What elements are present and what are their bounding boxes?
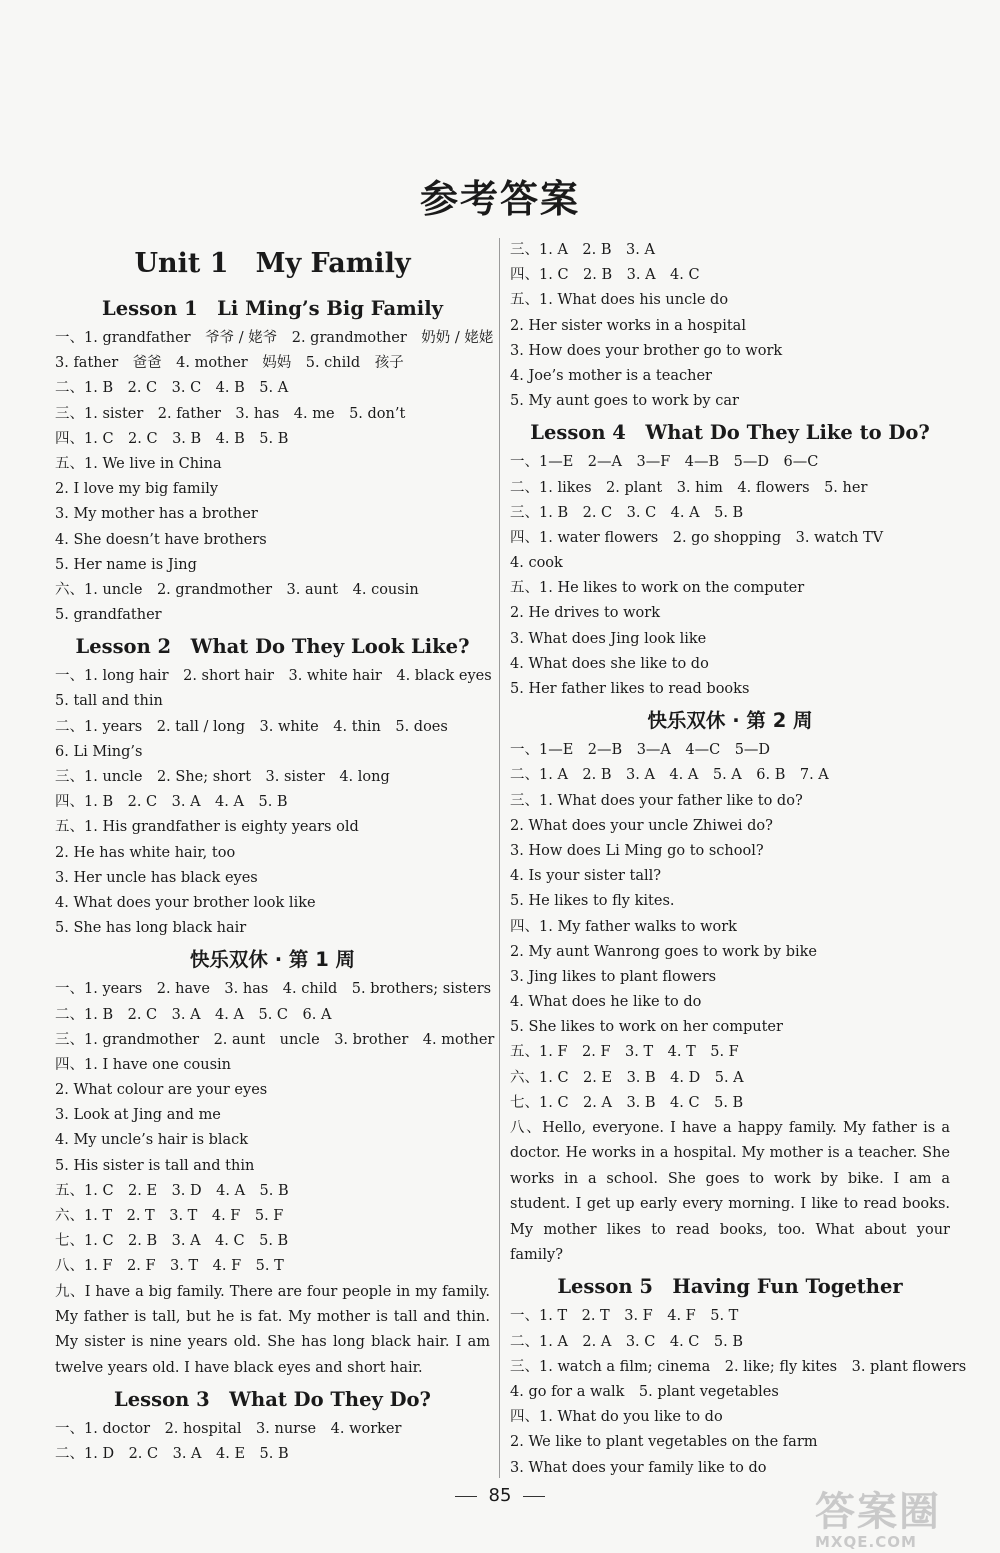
answer-line: 4. What does he like to do [510, 994, 702, 1011]
answer-line: 四、1. B 2. C 3. A 4. A 5. B [55, 794, 288, 811]
answer-line: 5. Her father likes to read books [510, 681, 750, 697]
answer-line: 4. What does she like to do [510, 655, 709, 672]
answer-line: 二、1. B 2. C 3. C 4. B 5. A [55, 380, 289, 397]
answer-line: 5. Her name is Jing [55, 556, 197, 573]
week-1-answers [55, 977, 495, 1279]
answer-line: 五、1. C 2. E 3. D 4. A 5. B [55, 1182, 289, 1199]
lesson-4-title: Lesson 4 What Do They Like to Do? [530, 421, 930, 445]
answer-line: 5. tall and thin [55, 693, 163, 710]
lesson-2-title: Lesson 2 What Do They Look Like? [75, 635, 470, 659]
right-column [510, 238, 967, 1481]
answer-line: 5. His sister is tall and thin [55, 1157, 255, 1174]
answer-line: 六、1. C 2. E 3. B 4. D 5. A [510, 1069, 744, 1086]
week-2-essay: 八、Hello, everyone. I have a happy family. My father is a doctor. He works in a hospital. My mother is a teacher. She works in a school. She goes to work by bike. I am a student. I get up early every morning. I like to read books. My mother likes to read books, too. What about your family? [510, 1120, 950, 1264]
lesson-4-answers [510, 450, 950, 702]
lesson-3-answers-continued [510, 238, 950, 414]
answer-line: 5. My aunt goes to work by car [510, 393, 739, 410]
page-number-dash-left [455, 1496, 477, 1497]
week-2-answers [510, 738, 950, 1116]
answer-line: 七、1. C 2. A 3. B 4. C 5. B [510, 1094, 744, 1111]
answer-line: 三、1. sister 2. father 3. has 4. me 5. don’t [55, 405, 406, 422]
answer-line: 3. What does Jing look like [510, 630, 707, 647]
answer-line: 五、1. What does his uncle do [510, 292, 729, 309]
answer-line: 一、1—E 2—B 3—A 4—C 5—D [510, 742, 771, 759]
unit-title: Unit 1 My Family [134, 248, 411, 279]
answer-line: 二、1. D 2. C 3. A 4. E 5. B [55, 1446, 289, 1463]
answer-line: 2. What colour are your eyes [55, 1082, 268, 1099]
answer-line: 一、1. grandfather 爷爷 / 姥爷 2. grandmother 奶奶 / 姥姥 [55, 330, 494, 346]
answer-line: 4. cook [510, 555, 563, 572]
answer-line: 4. My uncle’s hair is black [55, 1132, 249, 1149]
answer-line: 六、1. uncle 2. grandmother 3. aunt 4. cousin [55, 581, 419, 598]
answer-line: 五、1. He likes to work on the computer [510, 580, 805, 597]
lesson-3-answers [55, 1417, 490, 1467]
watermark-logo-text: 答案圈 [815, 1489, 941, 1535]
answer-line: 五、1. We live in China [55, 455, 222, 472]
answer-line: 3. father 爸爸 4. mother 妈妈 5. child 孩子 [55, 355, 404, 372]
answer-line: 一、1. T 2. T 3. F 4. F 5. T [510, 1308, 739, 1325]
answer-line: 4. Joe’s mother is a teacher [510, 367, 712, 384]
answer-line: 四、1. What do you like to do [510, 1409, 723, 1426]
watermark-logo [815, 1480, 985, 1550]
answer-line: 三、1. What does your father like to do? [510, 792, 803, 809]
column-divider [499, 238, 500, 1478]
watermark-url: MXQE.COM [815, 1533, 917, 1551]
answer-line: 三、1. A 2. B 3. A [510, 242, 655, 258]
lesson-1-answers [55, 326, 494, 628]
answer-line: 五、1. His grandfather is eighty years old [55, 819, 359, 836]
answer-line: 一、1. years 2. have 3. has 4. child 5. brothers; sisters [55, 981, 492, 998]
answer-line: 3. My mother has a brother [55, 506, 258, 523]
answer-line: 四、1. My father walks to work [510, 918, 737, 935]
answer-line: 二、1. B 2. C 3. A 4. A 5. C 6. A [55, 1006, 332, 1023]
answer-line: 三、1. watch a film; cinema 2. like; fly kites 3. plant flowers [510, 1358, 967, 1375]
answer-line: 5. He likes to fly kites. [510, 893, 675, 910]
answer-line: 三、1. uncle 2. She; short 3. sister 4. long [55, 769, 390, 785]
left-column [55, 238, 495, 1468]
answer-line: 一、1. long hair 2. short hair 3. white hair 4. black eyes [55, 668, 492, 685]
answer-line: 5. She likes to work on her computer [510, 1019, 783, 1036]
answer-line: 4. go for a walk 5. plant vegetables [510, 1384, 779, 1400]
answer-line: 3. How does Li Ming go to school? [510, 842, 764, 859]
answer-line: 4. What does your brother look like [55, 894, 316, 911]
answer-line: 四、1. water flowers 2. go shopping 3. watch TV [510, 529, 884, 546]
answer-line: 5. She has long black hair [55, 920, 247, 937]
answer-line: 2. He has white hair, too [55, 844, 236, 861]
answer-line: 二、1. likes 2. plant 3. him 4. flowers 5. her [510, 479, 868, 496]
answer-line: 6. Li Ming’s [55, 743, 143, 760]
lesson-5-answers [510, 1304, 967, 1480]
page-number-dash-right [523, 1496, 545, 1497]
answer-line: 四、1. C 2. B 3. A 4. C [510, 267, 700, 284]
week-1-title: 快乐双休 · 第 1 周 [189, 948, 356, 972]
answer-line: 4. Is your sister tall? [510, 868, 662, 885]
answer-line: 2. I love my big family [55, 481, 219, 498]
answer-line: 3. What does your family like to do [510, 1459, 767, 1476]
answer-line: 2. We like to plant vegetables on the farm [510, 1434, 818, 1451]
answer-line: 二、1. A 2. B 3. A 4. A 5. A 6. B 7. A [510, 767, 829, 784]
answer-line: 四、1. C 2. C 3. B 4. B 5. B [55, 430, 289, 447]
answer-line: 一、1. doctor 2. hospital 3. nurse 4. worker [55, 1421, 402, 1438]
answer-line: 三、1. B 2. C 3. C 4. A 5. B [510, 504, 744, 521]
answer-line: 二、1. years 2. tall / long 3. white 4. thin 5. does [55, 718, 448, 735]
answer-line: 四、1. I have one cousin [55, 1056, 232, 1073]
answer-line: 4. She doesn’t have brothers [55, 531, 267, 548]
answer-line: 二、1. A 2. A 3. C 4. C 5. B [510, 1333, 744, 1350]
week-1-essay: 九、I have a big family. There are four people in my family. My father is tall, but he is fat. My mother is tall and thin. My sister is nine years old. She has long black hair. I am twelve years old. I have black eyes and short hair. [55, 1283, 490, 1376]
answer-line: 3. How does your brother go to work [510, 342, 783, 359]
answer-line: 八、1. F 2. F 3. T 4. F 5. T [55, 1258, 284, 1275]
answer-line: 2. What does your uncle Zhiwei do? [510, 817, 773, 834]
answer-line: 2. Her sister works in a hospital [510, 317, 746, 334]
answer-line: 五、1. F 2. F 3. T 4. T 5. F [510, 1044, 739, 1061]
lesson-2-answers [55, 664, 490, 941]
answer-line: 2. He drives to work [510, 605, 660, 622]
answer-line: 3. Look at Jing and me [55, 1107, 221, 1124]
answer-line: 七、1. C 2. B 3. A 4. C 5. B [55, 1233, 289, 1250]
week-2-title: 快乐双休 · 第 2 周 [647, 709, 813, 733]
page-title: 参考答案 [419, 177, 580, 221]
page-number-text: 85 [488, 1485, 512, 1506]
answer-line: 六、1. T 2. T 3. T 4. F 5. F [55, 1208, 284, 1224]
answer-line: 一、1—E 2—A 3—F 4—B 5—D 6—C [510, 454, 819, 471]
lesson-1-title: Lesson 1 Li Ming’s Big Family [102, 297, 443, 320]
answer-line: 2. My aunt Wanrong goes to work by bike [510, 943, 818, 960]
lesson-5-title: Lesson 5 Having Fun Together [557, 1275, 903, 1299]
answer-line: 3. Her uncle has black eyes [55, 869, 258, 886]
answer-line: 三、1. grandmother 2. aunt uncle 3. brother 4. mother [55, 1031, 495, 1048]
lesson-3-title: Lesson 3 What Do They Do? [114, 1388, 431, 1412]
answer-line: 5. grandfather [55, 607, 162, 624]
answer-line: 3. Jing likes to plant flowers [510, 968, 717, 985]
